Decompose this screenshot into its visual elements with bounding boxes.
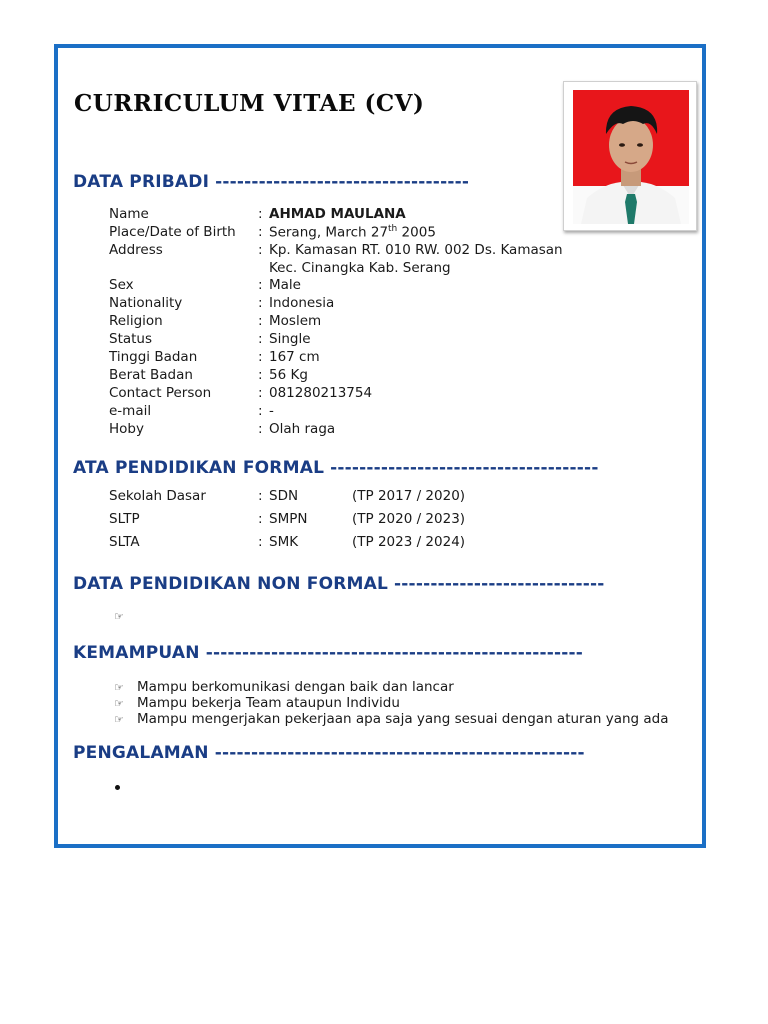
- pointing-hand-icon: ☞: [114, 713, 124, 726]
- pointing-hand-icon: ☞: [114, 681, 124, 694]
- heading-kemampuan: KEMAMPUAN ----------------------------------------------------: [73, 643, 583, 663]
- skill-item: Mampu mengerjakan pekerjaan apa saja yang sesuai dengan aturan yang ada: [137, 711, 669, 727]
- portrait-image: [573, 90, 689, 224]
- pointing-hand-icon: ☞: [114, 697, 124, 710]
- heading-pendidikan-formal: ATA PENDIDIKAN FORMAL -------------------------------------: [73, 458, 599, 478]
- heading-pengalaman: PENGALAMAN ---------------------------------------------------: [73, 743, 585, 763]
- document-title: CURRICULUM VITAE (CV): [74, 90, 425, 117]
- heading-pendidikan-non-formal: DATA PENDIDIKAN NON FORMAL -----------------------------: [73, 574, 605, 594]
- skill-item: Mampu berkomunikasi dengan baik dan lancar: [137, 679, 454, 695]
- pointing-hand-icon: ☞: [114, 610, 124, 623]
- profile-photo: [563, 81, 697, 231]
- heading-data-pribadi: DATA PRIBADI -----------------------------------: [73, 172, 470, 192]
- skill-item: Mampu bekerja Team ataupun Individu: [137, 695, 400, 711]
- bullet-dot-icon: [115, 785, 120, 790]
